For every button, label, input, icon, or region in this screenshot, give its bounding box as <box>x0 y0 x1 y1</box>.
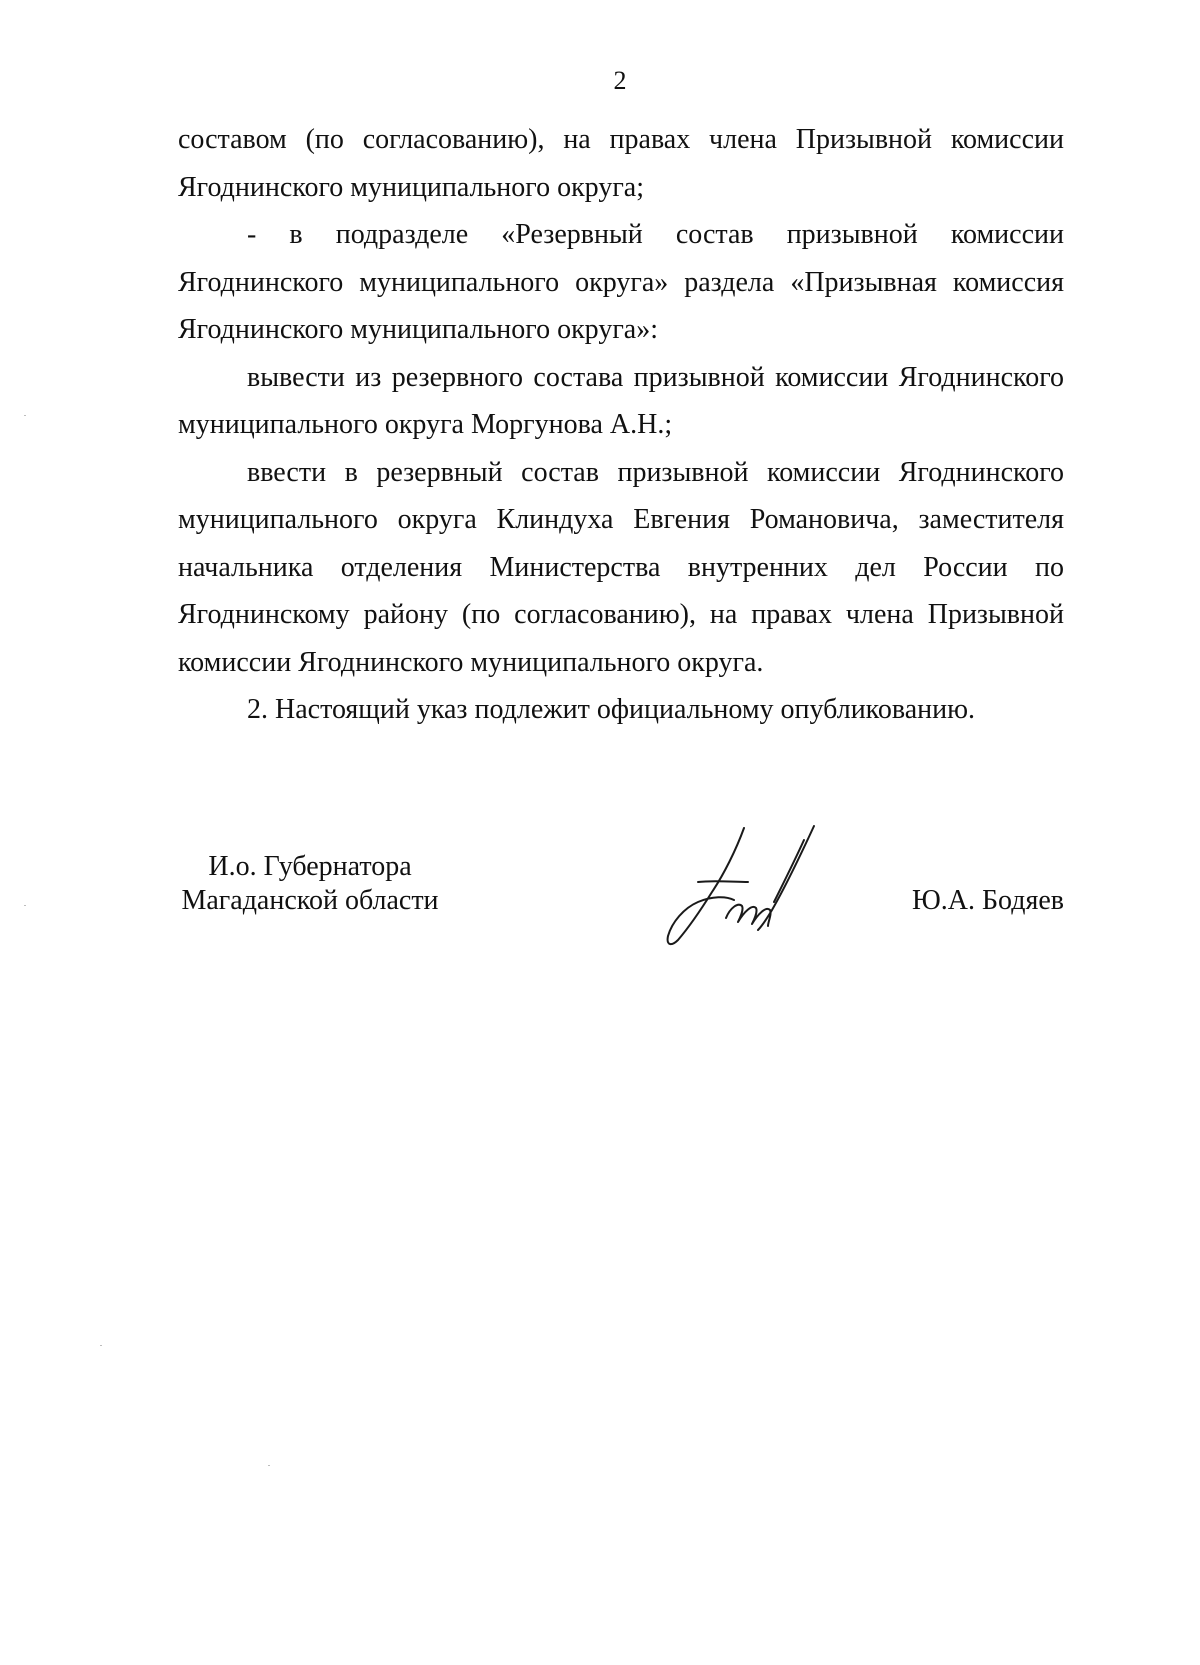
scan-artifact <box>268 1465 270 1466</box>
signatory-name: Ю.А. Бодяев <box>911 885 1064 916</box>
signatory-title <box>178 850 442 918</box>
paragraph-continuation: составом (по согласованию), на правах члена Призывной комиссии Ягоднинского муниципального округа; <box>178 124 1064 203</box>
signatory-title-line1: И.о. Губернатора <box>208 851 412 882</box>
page-number: 2 <box>613 66 627 95</box>
handwritten-signature <box>654 822 824 952</box>
scan-artifact <box>100 1345 102 1346</box>
paragraph-add-member: ввести в резервный состав призывной комиссии Ягоднинского муниципального округа Клиндуха Евгения Романовича, заместителя начальника отделения Министерства внутренних дел России по Ягоднинскому району (по согласованию), на правах члена Призывной комиссии Ягоднинского муниципального округа. <box>178 456 1064 678</box>
document-body <box>178 116 1064 734</box>
paragraph-remove-member: вывести из резервного состава призывной комиссии Ягоднинского муниципального округа Моргунова А.Н.; <box>178 361 1064 440</box>
signature-block <box>178 850 1064 970</box>
scan-artifact <box>24 415 26 416</box>
signatory-title-line2: Магаданской области <box>181 885 439 916</box>
scan-artifact <box>24 905 26 906</box>
paragraph-publication: 2. Настоящий указ подлежит официальному опубликованию. <box>247 694 976 725</box>
paragraph-subsection: - в подразделе «Резервный состав призывной комиссии Ягоднинского муниципального округа» раздела «Призывная комиссия Ягоднинского муниципального округа»: <box>178 219 1064 345</box>
